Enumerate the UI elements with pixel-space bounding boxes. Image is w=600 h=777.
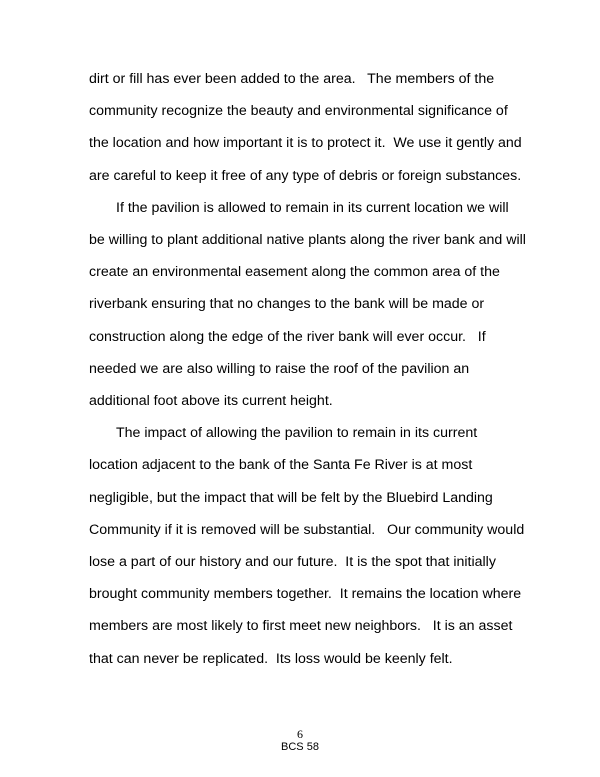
text-line: be willing to plant additional native plants along the river bank and will: [89, 232, 526, 249]
paragraph-start-line: If the pavilion is allowed to remain in its current location we will: [116, 199, 509, 216]
paragraph-start-line: The impact of allowing the pavilion to remain in its current: [116, 425, 478, 442]
text-line: the location and how important it is to protect it. We use it gently and: [89, 135, 522, 152]
text-line: construction along the edge of the river bank will ever occur. If: [89, 328, 486, 345]
bates-number: BCS 58: [281, 741, 319, 753]
text-line: dirt or fill has ever been added to the area. The members of the: [89, 71, 495, 87]
text-line: Community if it is removed will be substantial. Our community would: [89, 521, 525, 538]
text-line: that can never be replicated. Its loss would be keenly felt.: [89, 650, 453, 667]
text-line: riverbank ensuring that no changes to the bank will be made or: [89, 296, 485, 313]
text-line: lose a part of our history and our future. It is the spot that initially: [89, 554, 496, 571]
text-line: create an environmental easement along the common area of the: [89, 264, 500, 281]
text-line: negligible, but the impact that will be felt by the Bluebird Landing: [89, 489, 493, 506]
text-line: additional foot above its current height.: [89, 393, 333, 410]
text-line: needed we are also willing to raise the roof of the pavilion an: [89, 360, 470, 377]
text-line: community recognize the beauty and environmental significance of: [89, 103, 508, 120]
text-line: brought community members together. It remains the location where: [89, 586, 522, 603]
text-line: location adjacent to the bank of the Santa Fe River is at most: [89, 457, 473, 474]
page-number: 6: [297, 727, 303, 741]
text-line: members are most likely to first meet new neighbors. It is an asset: [89, 618, 513, 635]
text-line: are careful to keep it free of any type of debris or foreign substances.: [89, 167, 522, 184]
document-body: [89, 63, 526, 675]
